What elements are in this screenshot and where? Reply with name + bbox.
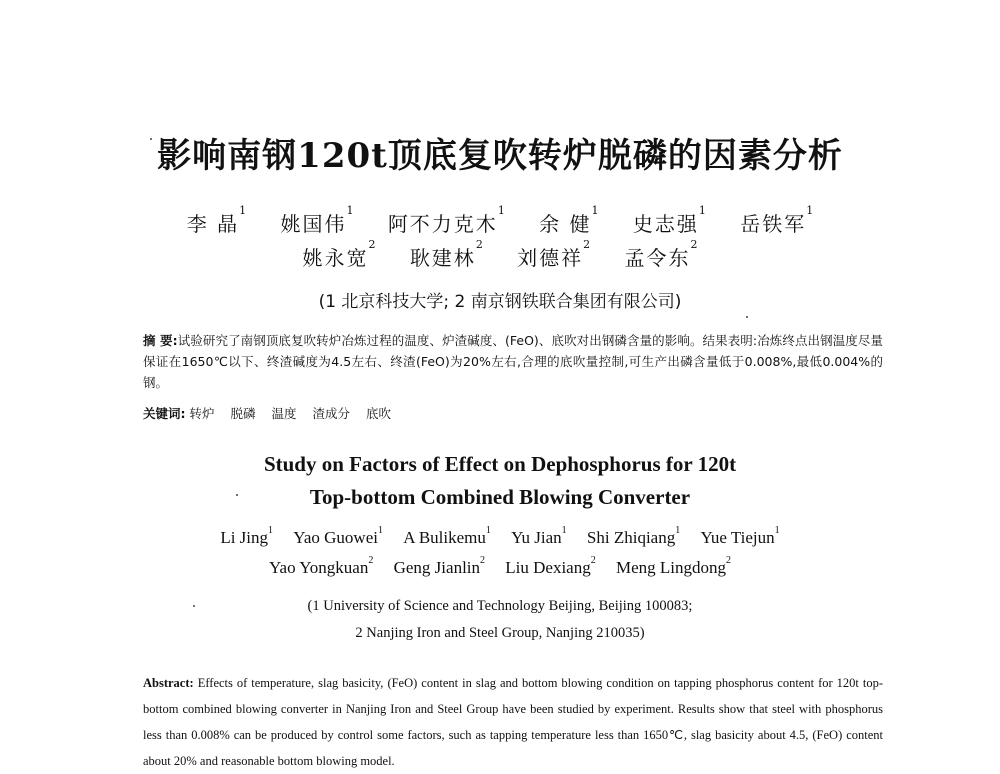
chinese-authors-row-1: [0, 204, 1000, 237]
english-title-line-1: Study on Factors of Effect on Dephosphorus for 120t: [263, 452, 737, 476]
english-authors-row-1: [0, 525, 1000, 548]
en-author: Yue Tiejun$^1$: [700, 525, 780, 547]
scan-speck: [193, 605, 195, 607]
cn-author: 阿不力克木$^1$: [387, 204, 505, 236]
chinese-abstract: [143, 330, 883, 393]
en-author: Yu Jian$^1$: [511, 525, 567, 547]
cn-author: 岳铁军$^1$: [740, 204, 814, 236]
english-title-line-2: Top-bottom Combined Blowing Converter: [309, 485, 691, 509]
chinese-keywords: [143, 404, 883, 422]
chinese-abstract-label: 摘 要:: [143, 333, 178, 348]
en-author: Shi Zhiqiang$^1$: [586, 525, 681, 547]
chinese-authors-row-2: [0, 238, 1000, 271]
en-author: Liu Dexiang$^2$: [505, 555, 596, 577]
english-authors-row-2: [0, 555, 1000, 578]
keyword: 脱磷: [230, 406, 256, 421]
english-abstract: [143, 670, 883, 774]
cn-author: 姚永宽$^2$: [302, 238, 376, 270]
cn-author: 耿建林$^2$: [409, 238, 483, 270]
cn-author: 刘德祥$^2$: [517, 238, 591, 270]
en-author: Meng Lingdong$^2$: [615, 555, 731, 577]
keyword: 转炉: [189, 406, 215, 421]
en-author: Yao Guowei$^1$: [293, 525, 383, 547]
cn-author: 姚国伟$^1$: [280, 204, 354, 236]
keyword: 温度: [271, 406, 297, 421]
cn-author: 孟令东$^2$: [624, 238, 698, 270]
cn-author: 李 晶$^1$: [186, 204, 247, 236]
scan-speck: [150, 138, 152, 140]
chinese-title: 影响南钢120t顶底复吹转炉脱磷的因素分析: [157, 136, 843, 176]
keyword: 底吹: [365, 406, 391, 421]
keyword: 渣成分: [312, 406, 350, 421]
en-author: Geng Jianlin$^2$: [393, 555, 486, 577]
english-abstract-label: Abstract:: [143, 676, 194, 690]
chinese-keywords-label: 关键词:: [143, 406, 186, 421]
en-author: Li Jing$^1$: [220, 525, 274, 547]
chinese-abstract-text: 试验研究了南钢顶底复吹转炉冶炼过程的温度、炉渣碱度、(FeO)、底吹对出钢磷含量的影响。结果表明:冶炼终点出钢温度尽量保证在1650℃以下、终渣碱度为4.5左右、终渣(FeO)为20%左右,合理的底吹量控制,可生产出磷含量低于0.008%,最低0.004%的钢。: [143, 333, 883, 390]
cn-author: 余 健$^1$: [539, 204, 599, 236]
scan-speck: [236, 494, 238, 496]
en-author: Yao Yongkuan$^2$: [268, 555, 374, 577]
en-author: A Bulikemu$^1$: [403, 525, 491, 547]
chinese-affiliation: (1 北京科技大学; 2 南京钢铁联合集团有限公司): [318, 292, 682, 312]
english-affiliation-line-2: 2 Nanjing Iron and Steel Group, Nanjing 210035): [355, 625, 645, 641]
english-abstract-text: Effects of temperature, slag basicity, (FeO) content in slag and bottom blowing condition on tapping phosphorus content for 120t top-bottom combined blowing converter in Nanjing Iron and Steel Group have been studied by experiment. Results show that steel with phosphorus less than 0.008% can be produced by control some factors, such as tapping temperature less than 1650℃, slag basicity about 4.5, (FeO) content about 20% and reasonable bottom blowing model.: [143, 676, 884, 768]
english-affiliation-line-1: (1 University of Science and Technology Beijing, Beijing 100083;: [307, 598, 693, 614]
scan-speck: [746, 316, 748, 318]
cn-author: 史志强$^1$: [632, 204, 706, 236]
